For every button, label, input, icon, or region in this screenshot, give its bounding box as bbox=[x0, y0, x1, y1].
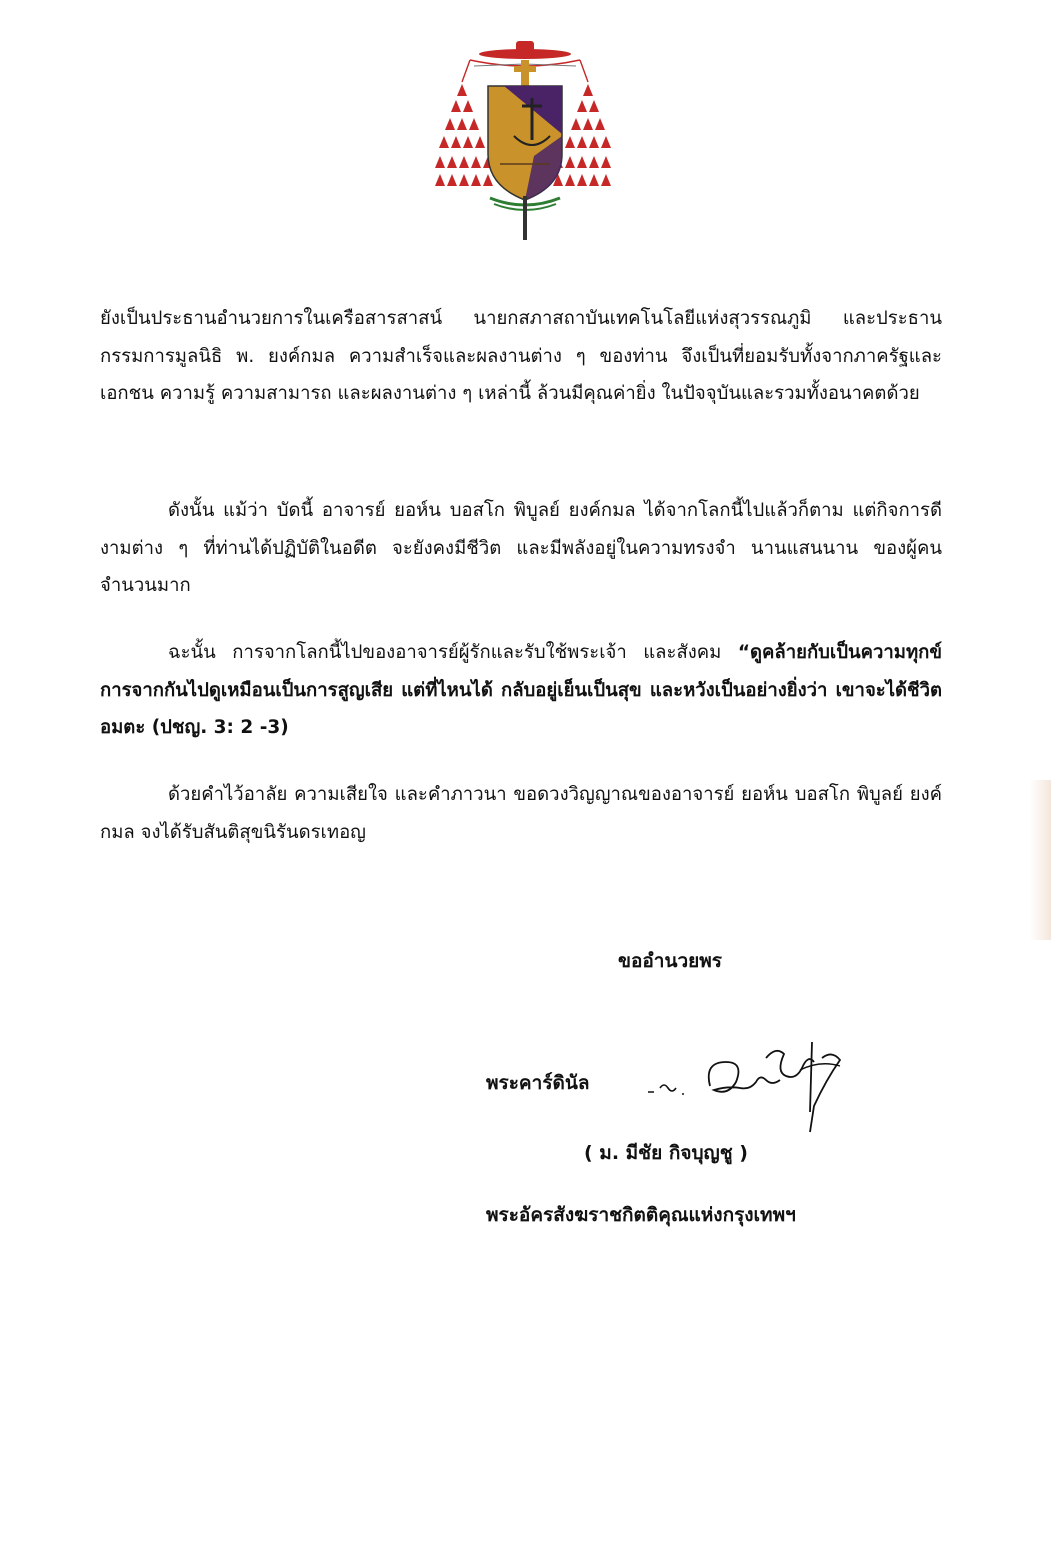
scan-edge-shade bbox=[1030, 780, 1051, 940]
letter-paragraph-1: ยังเป็นประธานอำนวยการในเครือสารสาสน์ นายกสภาสถาบันเทคโนโลยีแห่งสุวรรณภูมิ และประธานกรรมการมูลนิธิ พ. ยงค์กมล ความสำเร็จและผลงานต่าง ๆ ของท่าน จึงเป็นที่ยอมรับทั้งจากภาครัฐและเอกชน ความรู้ ความสามารถ และผลงานต่าง ๆ เหล่านี้ ล้วนมีคุณค่ายิ่ง ในปัจจุบันและรวมทั้งอนาคตด้วย bbox=[100, 308, 942, 404]
letter-paragraph-3 bbox=[100, 634, 942, 747]
paragraph-3-text: ฉะนั้น การจากโลกนี้ไปของอาจารย์ผู้รักและรับใช้พระเจ้า และสังคม bbox=[168, 642, 738, 663]
handwritten-signature bbox=[640, 1030, 860, 1150]
signatory-position: พระอัครสังฆราชกิตติคุณแห่งกรุงเทพฯ bbox=[486, 1204, 796, 1226]
signatory-title: พระคาร์ดินัล bbox=[486, 1072, 590, 1094]
closing-blessing: ขออำนวยพร bbox=[618, 950, 722, 972]
signatory-name: ( ม. มีชัย กิจบุญชู ) bbox=[584, 1142, 748, 1164]
scripture-quote: “ดูคล้ายกับเป็นความทุกข์ การจากกันไปดูเหมือนเป็นการสูญเสีย แต่ที่ไหนได้ กลับอยู่เย็นเป็นสุข และหวังเป็นอย่างยิ่งว่า เขาจะได้ชีวิตอมตะ (ปชญ. 3: 2 -3) bbox=[100, 642, 942, 738]
cardinal-coat-of-arms-icon bbox=[434, 36, 616, 244]
letter-paragraph-2: ดังนั้น แม้ว่า บัดนี้ อาจารย์ ยอห์น บอสโก พิบูลย์ ยงค์กมล ได้จากโลกนี้ไปแล้วก็ตาม แต่กิจการดีงามต่าง ๆ ที่ท่านได้ปฏิบัติในอดีต จะยังคงมีชีวิต และมีพลังอยู่ในความทรงจำ นานแสนนาน ของผู้คนจำนวนมาก bbox=[100, 500, 942, 596]
letter-paragraph-4: ด้วยคำไว้อาลัย ความเสียใจ และคำภาวนา ขอดวงวิญญาณของอาจารย์ ยอห์น บอสโก พิบูลย์ ยงค์กมล จงได้รับสันติสุขนิรันดรเทอญ bbox=[100, 784, 942, 843]
